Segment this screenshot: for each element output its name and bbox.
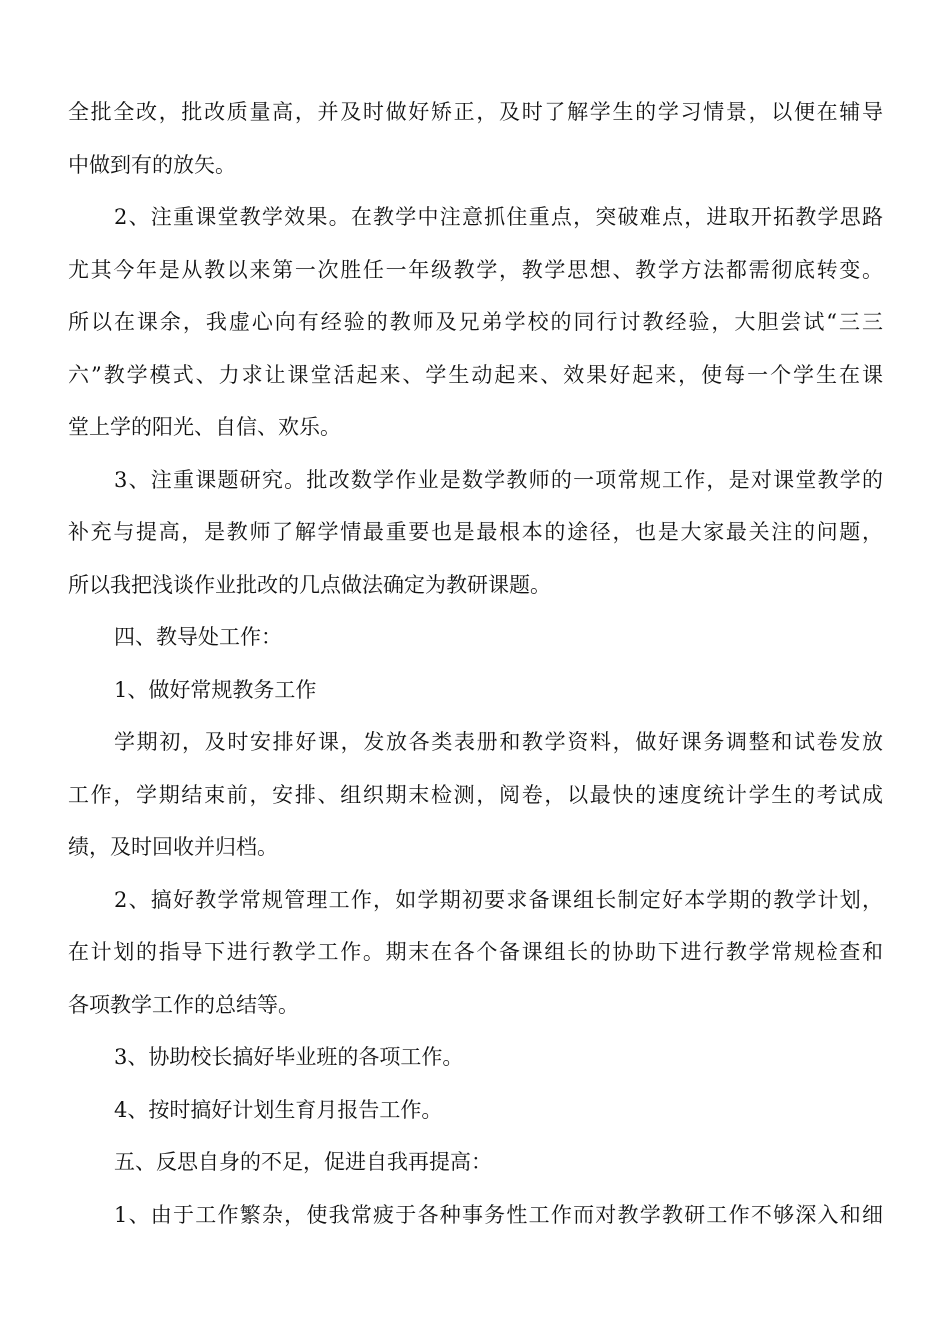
text-line: 工作，学期结束前，安排、组织期末检测，阅卷，以最快的速度统计学生的考试成 xyxy=(68,782,883,807)
text-line: 1、做好常规教务工作 xyxy=(114,677,317,702)
text-line: 2、搞好教学常规管理工作，如学期初要求备课组长制定好本学期的教学计划， xyxy=(114,887,883,912)
text-line: 绩，及时回收并归档。 xyxy=(68,835,278,859)
text-line: 各项教学工作的总结等。 xyxy=(68,992,299,1017)
text-line: 堂上学的阳光、自信、欢乐。 xyxy=(68,415,341,439)
text-line: 3、注重课题研究。批改数学作业是数学教师的一项常规工作，是对课堂教学的 xyxy=(114,467,883,492)
section-heading: 四、教导处工作： xyxy=(114,625,282,649)
text-line: 1、由于工作繁杂，使我常疲于各种事务性工作而对教学教研工作不够深入和细 xyxy=(114,1202,883,1227)
text-line: 中做到有的放矢。 xyxy=(68,152,236,177)
text-line: 尤其今年是从教以来第一次胜任一年级教学，教学思想、教学方法都需彻底转变。 xyxy=(68,257,883,282)
section-heading: 五、反思自身的不足，促进自我再提高： xyxy=(114,1150,492,1174)
text-line: 所以我把浅谈作业批改的几点做法确定为教研课题。 xyxy=(68,572,551,597)
text-line: 六”教学模式、力求让课堂活起来、学生动起来、效果好起来，使每一个学生在课 xyxy=(68,362,883,387)
text-line: 4、按时搞好计划生育月报告工作。 xyxy=(114,1097,443,1122)
text-line: 全批全改，批改质量高，并及时做好矫正，及时了解学生的学习情景，以便在辅导 xyxy=(68,100,883,124)
text-line: 2、注重课堂教学效果。在教学中注意抓住重点，突破难点，进取开拓教学思路 xyxy=(114,205,883,229)
document-body xyxy=(68,86,883,1241)
text-line: 补充与提高，是教师了解学情最重要也是最根本的途径，也是大家最关注的问题， xyxy=(68,520,883,544)
text-line: 学期初，及时安排好课，发放各类表册和教学资料，做好课务调整和试卷发放 xyxy=(114,730,883,754)
text-line: 3、协助校长搞好毕业班的各项工作。 xyxy=(114,1045,464,1069)
text-line: 所以在课余，我虚心向有经验的教师及兄弟学校的同行讨教经验，大胆尝试“三三 xyxy=(68,310,883,334)
text-line: 在计划的指导下进行教学工作。期末在各个备课组长的协助下进行教学常规检查和 xyxy=(68,940,883,964)
